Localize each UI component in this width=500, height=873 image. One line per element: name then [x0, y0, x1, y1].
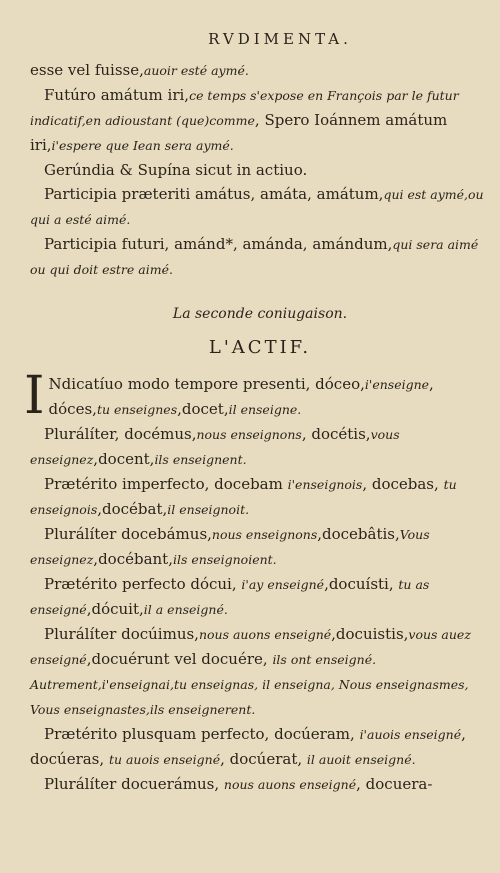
- section-heading: La seconde coniugaison.: [172, 306, 348, 322]
- latin-text: , docuera-: [356, 775, 433, 793]
- latin-text: , Spero Ioánnem amátum iri,: [30, 111, 448, 154]
- latin-text: Prætérito plusquam perfecto, docúeram,: [44, 725, 355, 743]
- drop-capital: I: [24, 366, 45, 426]
- text-paragraph: [30, 83, 490, 158]
- latin-text: Plurálíter docebámus,: [44, 525, 212, 543]
- latin-text: , docebas,: [362, 475, 439, 493]
- latin-text: esse vel fuisse,: [30, 61, 144, 79]
- latin-text: ,docet,: [177, 400, 229, 418]
- latin-text: , dóces,: [48, 375, 434, 418]
- latin-text: Plurálíter docuerámus,: [44, 775, 220, 793]
- french-gloss: vous auez enseigné: [30, 627, 471, 667]
- french-gloss: ce temps s'expose en François par le futur indicatif,en adioustant (que)comme: [30, 88, 459, 128]
- french-gloss: tu enseignes: [96, 402, 178, 417]
- latin-text: Participia præteriti amátus, amáta, amátum,: [44, 185, 384, 203]
- latin-text: ,docent,: [93, 450, 155, 468]
- text-paragraph: [30, 522, 490, 572]
- french-gloss: nous enseignons: [196, 427, 302, 442]
- latin-text: Prætérito imperfecto, docebam: [44, 475, 283, 493]
- latin-text: Plurálíter docúimus,: [44, 625, 199, 643]
- latin-text: , docétis,: [301, 425, 371, 443]
- text-paragraph: [30, 232, 490, 282]
- french-gloss: i'auois enseigné: [359, 727, 462, 742]
- french-gloss: ils enseignent.: [154, 452, 247, 467]
- latin-text: Plurálíter, docémus,: [44, 425, 197, 443]
- french-gloss: il a enseigné.: [143, 602, 228, 617]
- section-title: L'ACTIF.: [208, 337, 312, 358]
- text-line: [30, 58, 490, 83]
- french-gloss: i'enseigne: [364, 377, 430, 392]
- latin-text: Prætérito perfecto dócui,: [44, 575, 237, 593]
- french-gloss: il enseignoit.: [167, 502, 250, 517]
- text-paragraph: [30, 158, 490, 182]
- text-paragraph: [30, 182, 490, 232]
- french-gloss: il auoit enseigné.: [306, 752, 416, 767]
- latin-text: Ndicatíuo modo tempore presenti, dóceo,: [48, 375, 365, 393]
- french-gloss: vous enseignez: [30, 427, 400, 467]
- french-gloss: nous auons enseigné: [223, 777, 357, 792]
- text-paragraph: [30, 722, 490, 772]
- french-gloss: qui est aymé,ou qui a esté aimé.: [30, 187, 484, 227]
- latin-text: Participia futuri, amánd*, amánda, amándum,: [44, 235, 393, 253]
- french-gloss: Vous enseignez: [30, 527, 430, 567]
- latin-text: Futúro amátum iri,: [44, 86, 190, 104]
- text-paragraph: [30, 422, 490, 472]
- french-gloss: tu enseignois: [30, 477, 457, 517]
- latin-text: ,docebâtis,: [317, 525, 400, 543]
- text-paragraph: [30, 772, 490, 797]
- latin-text: Gerúndia & Supína sicut in actiuo.: [44, 161, 308, 179]
- latin-text: ,docébant,: [93, 550, 173, 568]
- french-gloss: i'enseignois: [287, 477, 363, 492]
- latin-text: ,docuérunt vel docuére,: [86, 650, 268, 668]
- text-paragraph: [30, 622, 490, 722]
- latin-text: ,dócuit,: [86, 600, 144, 618]
- french-gloss: auoir esté aymé.: [143, 63, 249, 78]
- page-body: [24, 58, 490, 797]
- french-gloss: i'ay enseigné: [241, 577, 325, 592]
- french-gloss: ils enseignoient.: [172, 552, 277, 567]
- french-gloss: i'espere que Iean sera aymé.: [51, 138, 234, 153]
- latin-text: , docúerat,: [220, 750, 303, 768]
- french-gloss: nous enseignons: [211, 527, 318, 542]
- french-gloss: qui sera aimé ou qui doit estre aimé.: [30, 237, 479, 277]
- running-header: RVDIMENTA.: [208, 30, 352, 48]
- text-paragraph: [30, 572, 490, 622]
- text-paragraph: [30, 472, 490, 522]
- french-gloss: tu auois enseigné: [108, 752, 221, 767]
- latin-text: ,docuísti,: [324, 575, 394, 593]
- french-gloss: il enseigne.: [228, 402, 302, 417]
- french-gloss: nous auons enseigné: [198, 627, 332, 642]
- latin-text: , docúeras,: [30, 725, 466, 768]
- text-paragraph: [24, 366, 490, 426]
- french-gloss: tu as enseigné: [30, 577, 430, 617]
- latin-text: ,docuistis,: [331, 625, 409, 643]
- latin-text: ,docébat,: [97, 500, 168, 518]
- french-gloss: ils ont enseigné. Autrement,i'enseignai,tu enseignas, il enseigna, Nous enseignasmes, Vous enseignastes,ils enseignerent.: [30, 652, 469, 717]
